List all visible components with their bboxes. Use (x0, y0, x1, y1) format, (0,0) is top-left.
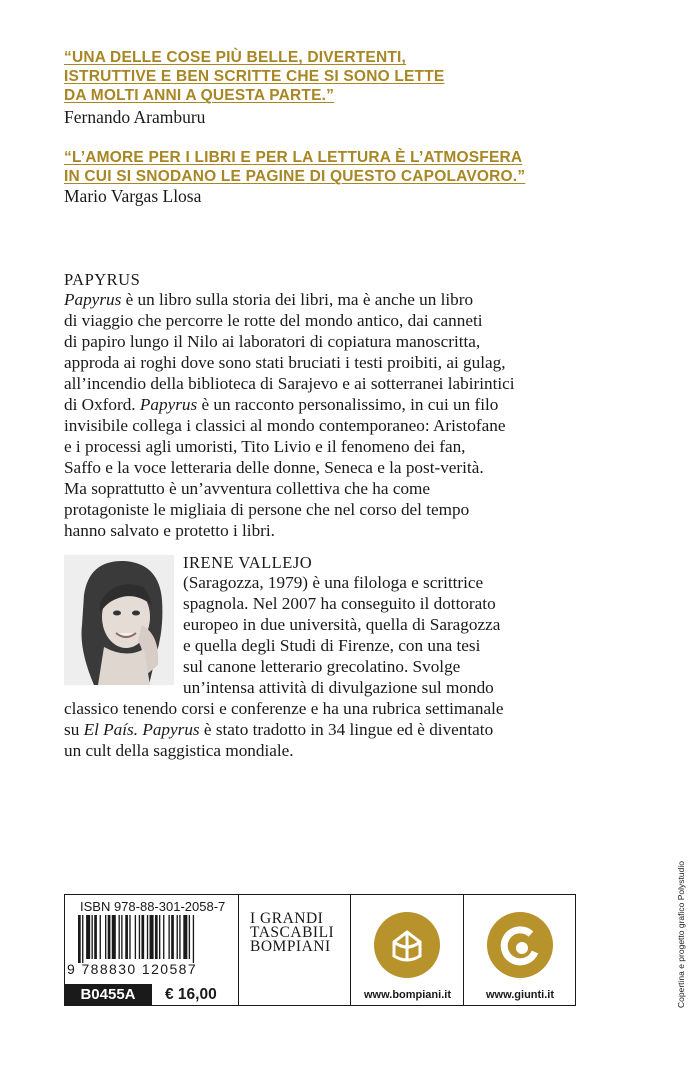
barcode-bar (86, 915, 90, 959)
quote-author: Mario Vargas Llosa (64, 186, 202, 206)
design-credit: Copertina e progetto grafico Polystudio (676, 861, 686, 1008)
barcode-bar (163, 915, 164, 959)
description-line: approda ai roghi dove sono stati bruciati i testi proibiti, ai gulag, (64, 353, 506, 372)
description-line: Saffo e la voce letteraria delle donne, Seneca e la post-verità. (64, 458, 484, 477)
barcode-bar (100, 915, 101, 959)
barcode-bar (94, 915, 97, 959)
series-line: TASCABILI (250, 924, 335, 941)
barcode-bar (135, 915, 136, 959)
quote-aramburu (64, 48, 544, 105)
barcode-bar (150, 915, 154, 959)
product-code: B0455A (64, 984, 152, 1006)
barcode-bar (78, 915, 81, 963)
divider (238, 894, 239, 1006)
barcode-bar (168, 915, 169, 959)
quote-author: Fernando Aramburu (64, 107, 206, 127)
barcode-bar (92, 915, 93, 959)
bompiani-website-link[interactable]: www.bompiani.it (364, 989, 451, 1001)
description-line: di papiro lungo il Nilo ai laboratori di copiatura manoscritta, (64, 332, 481, 351)
barcode-bar (125, 915, 128, 959)
barcode-bar (177, 915, 178, 959)
bio-line: spagnola. Nel 2007 ha conseguito il dottorato (183, 594, 496, 613)
barcode-bar (183, 915, 187, 959)
barcode-bar (121, 915, 122, 959)
bio-line: un cult della saggistica mondiale. (64, 741, 294, 760)
barcode-bar (179, 915, 180, 959)
barcode-bar (171, 915, 174, 959)
giunti-website-link[interactable]: www.giunti.it (485, 989, 555, 1001)
description-line: Ma soprattutto è un’avventura collettiva che ha come (64, 479, 431, 498)
barcode-bar (129, 915, 130, 959)
barcode-bar (155, 915, 158, 959)
author-name: IRENE VALLEJO (183, 553, 313, 572)
series-line: BOMPIANI (250, 938, 331, 955)
description-line: protagoniste le migliaia di persone che nel corso del tempo (64, 500, 470, 519)
description-line: Papyrus è un libro sulla storia dei libri, ma è anche un libro (64, 290, 474, 309)
description-line: all’incendio della biblioteca di Sarajevo e ai sotterranei labirintici (64, 374, 515, 393)
author-photo (64, 555, 174, 685)
description-line: di viaggio che percorre le rotte del mondo antico, dai canneti (64, 311, 483, 330)
divider (350, 894, 351, 1006)
quote-line: DA MOLTI ANNI A QUESTA PARTE.” (64, 87, 335, 104)
bio-line: classico tenendo corsi e conferenze e ha una rubrica settimanale (64, 699, 504, 718)
series-logo (250, 912, 350, 954)
description-line: invisibile collega i classici al mondo contemporaneo: Aristofane (64, 416, 506, 435)
isbn: ISBN 978-88-301-2058-7 (80, 899, 226, 914)
barcode-bar (82, 915, 83, 963)
barcode (78, 915, 233, 963)
quote-line: “L’AMORE PER I LIBRI E PER LA LETTURA È L’ATMOSFERA (64, 149, 523, 166)
bio-line: europeo in due università, quella di Saragozza (183, 615, 501, 634)
description-line: hanno salvato e protetto i libri. (64, 521, 275, 540)
barcode-bar (112, 915, 116, 959)
quote-vargas-llosa (64, 148, 544, 186)
bio-line: su El País. Papyrus è stato tradotto in 34 lingue ed è diventato (64, 720, 494, 739)
description-line: di Oxford. Papyrus è un racconto personalissimo, in cui un filo (64, 395, 499, 414)
barcode-digits: 9 788830 120587 (67, 961, 197, 977)
bio-line: sul canone letterario grecolatino. Svolge (183, 657, 461, 676)
quote-line: “UNA DELLE COSE PIÙ BELLE, DIVERTENTI, (64, 49, 407, 66)
barcode-bar (193, 915, 194, 963)
divider (463, 894, 464, 1006)
barcode-bar (119, 915, 120, 959)
bio-line: e quella degli Studi di Firenze, con una tesi (183, 636, 481, 655)
giunti-logo-icon (487, 912, 553, 978)
barcode-bar (139, 915, 140, 959)
barcode-bar (147, 915, 148, 959)
quote-line: IN CUI SI SNODANO LE PAGINE DI QUESTO CAPOLAVORO.” (64, 168, 526, 185)
quote-line: ISTRUTTIVE E BEN SCRITTE CHE SI SONO LETTE (64, 68, 445, 85)
bio-line: un’intensa attività di divulgazione sul mondo (183, 678, 494, 697)
barcode-bar (108, 915, 111, 959)
barcode-bar (105, 915, 106, 959)
book-title: PAPYRUS (64, 270, 141, 289)
barcode-bar (189, 915, 190, 959)
barcode-bar (159, 915, 160, 959)
barcode-bar (141, 915, 144, 959)
series-line: I GRANDI (250, 910, 324, 927)
description-line: e i processi agli umoristi, Tito Livio e il fenomeno dei fan, (64, 437, 466, 456)
price: € 16,00 (165, 986, 217, 1003)
bompiani-logo-icon (374, 912, 440, 978)
bio-line: (Saragozza, 1979) è una filologa e scrittrice (183, 573, 484, 592)
